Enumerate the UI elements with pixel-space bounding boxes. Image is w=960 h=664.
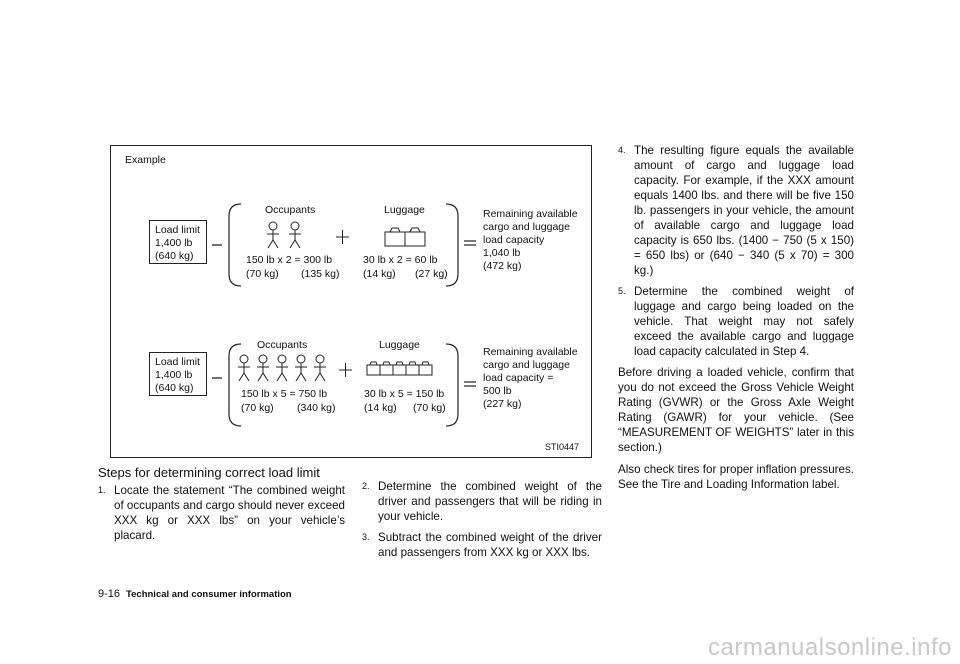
luggage-metric-b-1: (27 kg) bbox=[415, 268, 448, 280]
step-1 bbox=[98, 483, 345, 543]
step-3 bbox=[362, 530, 602, 560]
step-3-text: Subtract the combined weight of the driver and passengers from XXX kg or XXX lbs. bbox=[378, 531, 602, 559]
page-number: 9-16 bbox=[98, 588, 121, 600]
remaining-line-1d: 1,040 lb bbox=[483, 247, 521, 259]
remaining-line-1c: load capacity bbox=[483, 234, 545, 246]
occupants-title-2: Occupants bbox=[257, 339, 308, 351]
load-limit-label-1: Load limit bbox=[155, 224, 200, 236]
load-limit-kg-2: (640 kg) bbox=[155, 382, 194, 394]
step-4-text: The resulting figure equals the available amount of cargo and luggage load capacity. For example, if the XXX amount equals 1400 lbs. and there will be five 150 lb. passengers in your vehicle, the amount of available cargo and luggage load capacity is 650 lbs. (1400 − 750 (5 x 150) = 650 lbs) or (640 − 340 (5 x 70) = 300 kg.) bbox=[634, 144, 854, 277]
luggage-metric-a-2: (14 kg) bbox=[364, 402, 397, 414]
step-2-text: Determine the combined weight of the driver and passengers that will be riding in your vehicle. bbox=[378, 480, 602, 523]
load-limit-label-2: Load limit bbox=[155, 356, 200, 368]
figure-graphics bbox=[111, 146, 593, 459]
remaining-line-2a: Remaining available bbox=[483, 346, 578, 358]
step-2 bbox=[362, 479, 602, 524]
remaining-capacity-2 bbox=[483, 346, 578, 411]
remaining-line-2d: 500 lb bbox=[483, 385, 512, 397]
load-limit-kg-1: (640 kg) bbox=[155, 250, 194, 262]
luggage-icons-2 bbox=[367, 362, 432, 375]
luggage-calc-2: 30 lb x 5 = 150 lb bbox=[364, 388, 445, 400]
step-5-text: Determine the combined weight of luggage and cargo being loaded on the vehicle. That weight may not safely exceed the available cargo and luggage load capacity calculated in Step 4. bbox=[634, 285, 854, 358]
step-3-number: 3. bbox=[362, 532, 370, 542]
occupants-calc-2: 150 lb x 5 = 750 lb bbox=[241, 388, 328, 400]
column-3 bbox=[618, 143, 854, 499]
watermark-logo: carmanualsonline.info bbox=[708, 634, 952, 661]
occupants-metric-b-2: (340 kg) bbox=[297, 402, 336, 414]
step-5 bbox=[618, 284, 854, 359]
column-1 bbox=[98, 465, 345, 549]
figure-code: STI0447 bbox=[545, 442, 580, 452]
occupants-calc-1: 150 lb x 2 = 300 lb bbox=[246, 254, 333, 266]
load-example-figure bbox=[110, 145, 592, 458]
right-bracket-2 bbox=[446, 344, 458, 426]
occupant-icons-2 bbox=[238, 355, 326, 381]
luggage-title-1: Luggage bbox=[384, 204, 425, 216]
step-1-number: 1. bbox=[98, 485, 106, 495]
step-2-number: 2. bbox=[362, 481, 370, 491]
remaining-line-1e: (472 kg) bbox=[483, 260, 522, 272]
remaining-line-2c: load capacity = bbox=[483, 372, 554, 384]
figure-label: Example bbox=[125, 154, 166, 166]
luggage-title-2: Luggage bbox=[379, 339, 420, 351]
luggage-calc-1: 30 lb x 2 = 60 lb bbox=[363, 254, 438, 266]
right-bracket-1 bbox=[446, 204, 458, 286]
column-2 bbox=[362, 479, 602, 566]
step-1-text: Locate the statement “The combined weight of occupants and cargo should never exceed XXX kg or XXX lbs” on your vehicle’s placard. bbox=[114, 484, 345, 542]
tire-inflation-paragraph: Also check tires for proper inflation pressures. See the Tire and Loading Information label. bbox=[618, 463, 854, 491]
remaining-line-1a: Remaining available bbox=[483, 208, 578, 220]
step-5-number: 5. bbox=[618, 286, 626, 296]
gvwr-paragraph: Before driving a loaded vehicle, confirm that you do not exceed the Gross Vehicle Weight Rating (GVWR) or the Gross Axle Weight Rating (GAWR) for your vehicle. (See “MEASUREMENT OF WEIGHTS” later in this section.) bbox=[618, 366, 854, 454]
remaining-line-2b: cargo and luggage bbox=[483, 359, 570, 371]
load-limit-box-1 bbox=[149, 220, 207, 264]
occupants-metric-a-1: (70 kg) bbox=[246, 268, 279, 280]
occupants-metric-b-1: (135 kg) bbox=[301, 268, 340, 280]
remaining-line-1b: cargo and luggage bbox=[483, 221, 570, 233]
remaining-capacity-1 bbox=[483, 208, 578, 273]
luggage-metric-b-2: (70 kg) bbox=[413, 402, 446, 414]
left-bracket-1 bbox=[229, 204, 241, 286]
step-4-number: 4. bbox=[618, 145, 626, 155]
remaining-line-2e: (227 kg) bbox=[483, 398, 522, 410]
load-limit-lb-2: 1,400 lb bbox=[155, 369, 193, 381]
load-limit-lb-1: 1,400 lb bbox=[155, 237, 193, 249]
section-heading: Steps for determining correct load limit bbox=[98, 465, 320, 480]
left-bracket-2 bbox=[229, 344, 241, 426]
luggage-icons-1 bbox=[385, 228, 425, 246]
occupants-metric-a-2: (70 kg) bbox=[241, 402, 274, 414]
load-limit-box-2 bbox=[149, 352, 207, 396]
page-footer bbox=[98, 588, 292, 600]
luggage-metric-a-1: (14 kg) bbox=[363, 268, 396, 280]
occupant-icons-1 bbox=[267, 222, 301, 248]
step-4 bbox=[618, 143, 854, 278]
section-name: Technical and consumer information bbox=[126, 589, 292, 600]
occupants-title-1: Occupants bbox=[265, 204, 316, 216]
